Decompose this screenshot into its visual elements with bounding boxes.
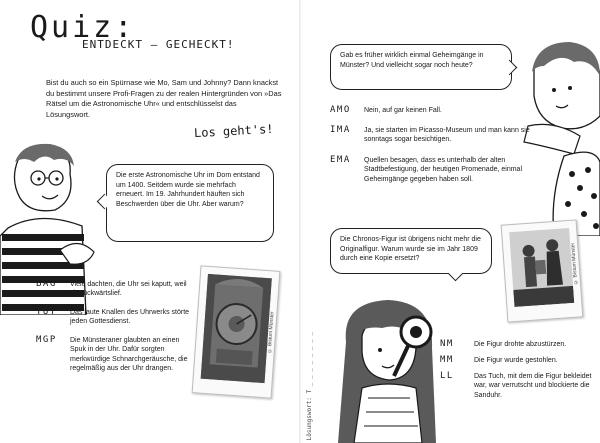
- answer-text: Nein, auf gar keinen Fall.: [364, 107, 442, 114]
- solution-word-label: Lösungswort: T _ _ _ _ _ _ _ _: [306, 332, 313, 441]
- answer-text: Das Tuch, mit dem die Figur bekleidet war, war verrutscht und blockierte die Sanduhr.: [474, 373, 592, 399]
- answer-key: TUT: [36, 307, 57, 317]
- lets-go-text: Los geht's!: [193, 121, 274, 141]
- answer-key: BAG: [36, 279, 57, 289]
- answer-key: MM: [440, 355, 454, 365]
- answer-key: LL: [440, 371, 454, 381]
- answer-text: Viele dachten, die Uhr sei kaputt, weil sie rückwärtslief.: [70, 281, 187, 298]
- chronos-figure-photo: [501, 219, 584, 322]
- photo1-credit: © Bistum Münster: [266, 311, 276, 354]
- question3-bubble: [330, 228, 492, 274]
- photo2-credit: © Bistum Münster: [570, 242, 580, 285]
- magnifier-girl-illustration: [332, 292, 460, 443]
- answer-text: Die Münsteraner glaubten an einen Spuk in der Uhr. Dafür sorgten merkwürdige Schnarchgeräusche, die regelmäßig aus der Uhr drangen.: [70, 337, 188, 373]
- question1-text: Die erste Astronomische Uhr im Dom entstand um 1400. Seitdem wurde sie mehrfach erneuert. Im 19. Jahrhundert häuften sich Beschwerden über die Uhr. Aber warum?: [116, 172, 260, 208]
- answer-key: IMA: [330, 125, 351, 135]
- answer-text: Die Figur drohte abzustürzen.: [474, 341, 567, 348]
- answer-key: AMO: [330, 105, 351, 115]
- question3-text: Die Chronos-Figur ist übrigens nicht mehr die Originalfigur. Warum wurde sie im Jahr 1809 durch eine Kopie ersetzt?: [340, 236, 481, 262]
- answer-text: Das laute Knallen des Uhrwerks störte jeden Gottesdienst.: [70, 309, 190, 326]
- answer-key: EMA: [330, 155, 351, 165]
- answer-text: Ja, sie starten im Picasso-Museum und man kann sie sonntags sogar besichtigen.: [364, 127, 530, 144]
- question1-bubble: [106, 164, 274, 242]
- answer-key: MGP: [36, 335, 57, 345]
- answer-text: Quellen besagen, dass es unterhalb der alten Stadtbefestigung, der heutigen Promenade, einmal Geheimgänge gegeben haben soll.: [364, 157, 522, 183]
- intro-text: Bist du auch so ein Spürnase wie Mo, Sam und Johnny? Dann knackst du bestimmt unsere Profi-Fragen zu der realen Hintergründen von »Das Rätsel um die Astronomische Uhr« und entschlüsselst das Lösungswort.: [46, 78, 282, 119]
- quiz-subtitle: ENTDECKT – GECHECKT!: [82, 38, 235, 51]
- clock-image: [201, 274, 272, 383]
- question2-bubble: [330, 44, 512, 90]
- answer-text: Die Figur wurde gestohlen.: [474, 357, 558, 364]
- chronos-image: [509, 228, 574, 307]
- right-page: [300, 0, 600, 443]
- astronomical-clock-photo: [192, 265, 281, 398]
- question2-text: Gab es früher wirklich einmal Geheimgänge in Münster? Und vielleicht sogar noch heute?: [340, 52, 484, 69]
- quiz-title: Quiz:: [30, 10, 136, 45]
- answer-key: NM: [440, 339, 454, 349]
